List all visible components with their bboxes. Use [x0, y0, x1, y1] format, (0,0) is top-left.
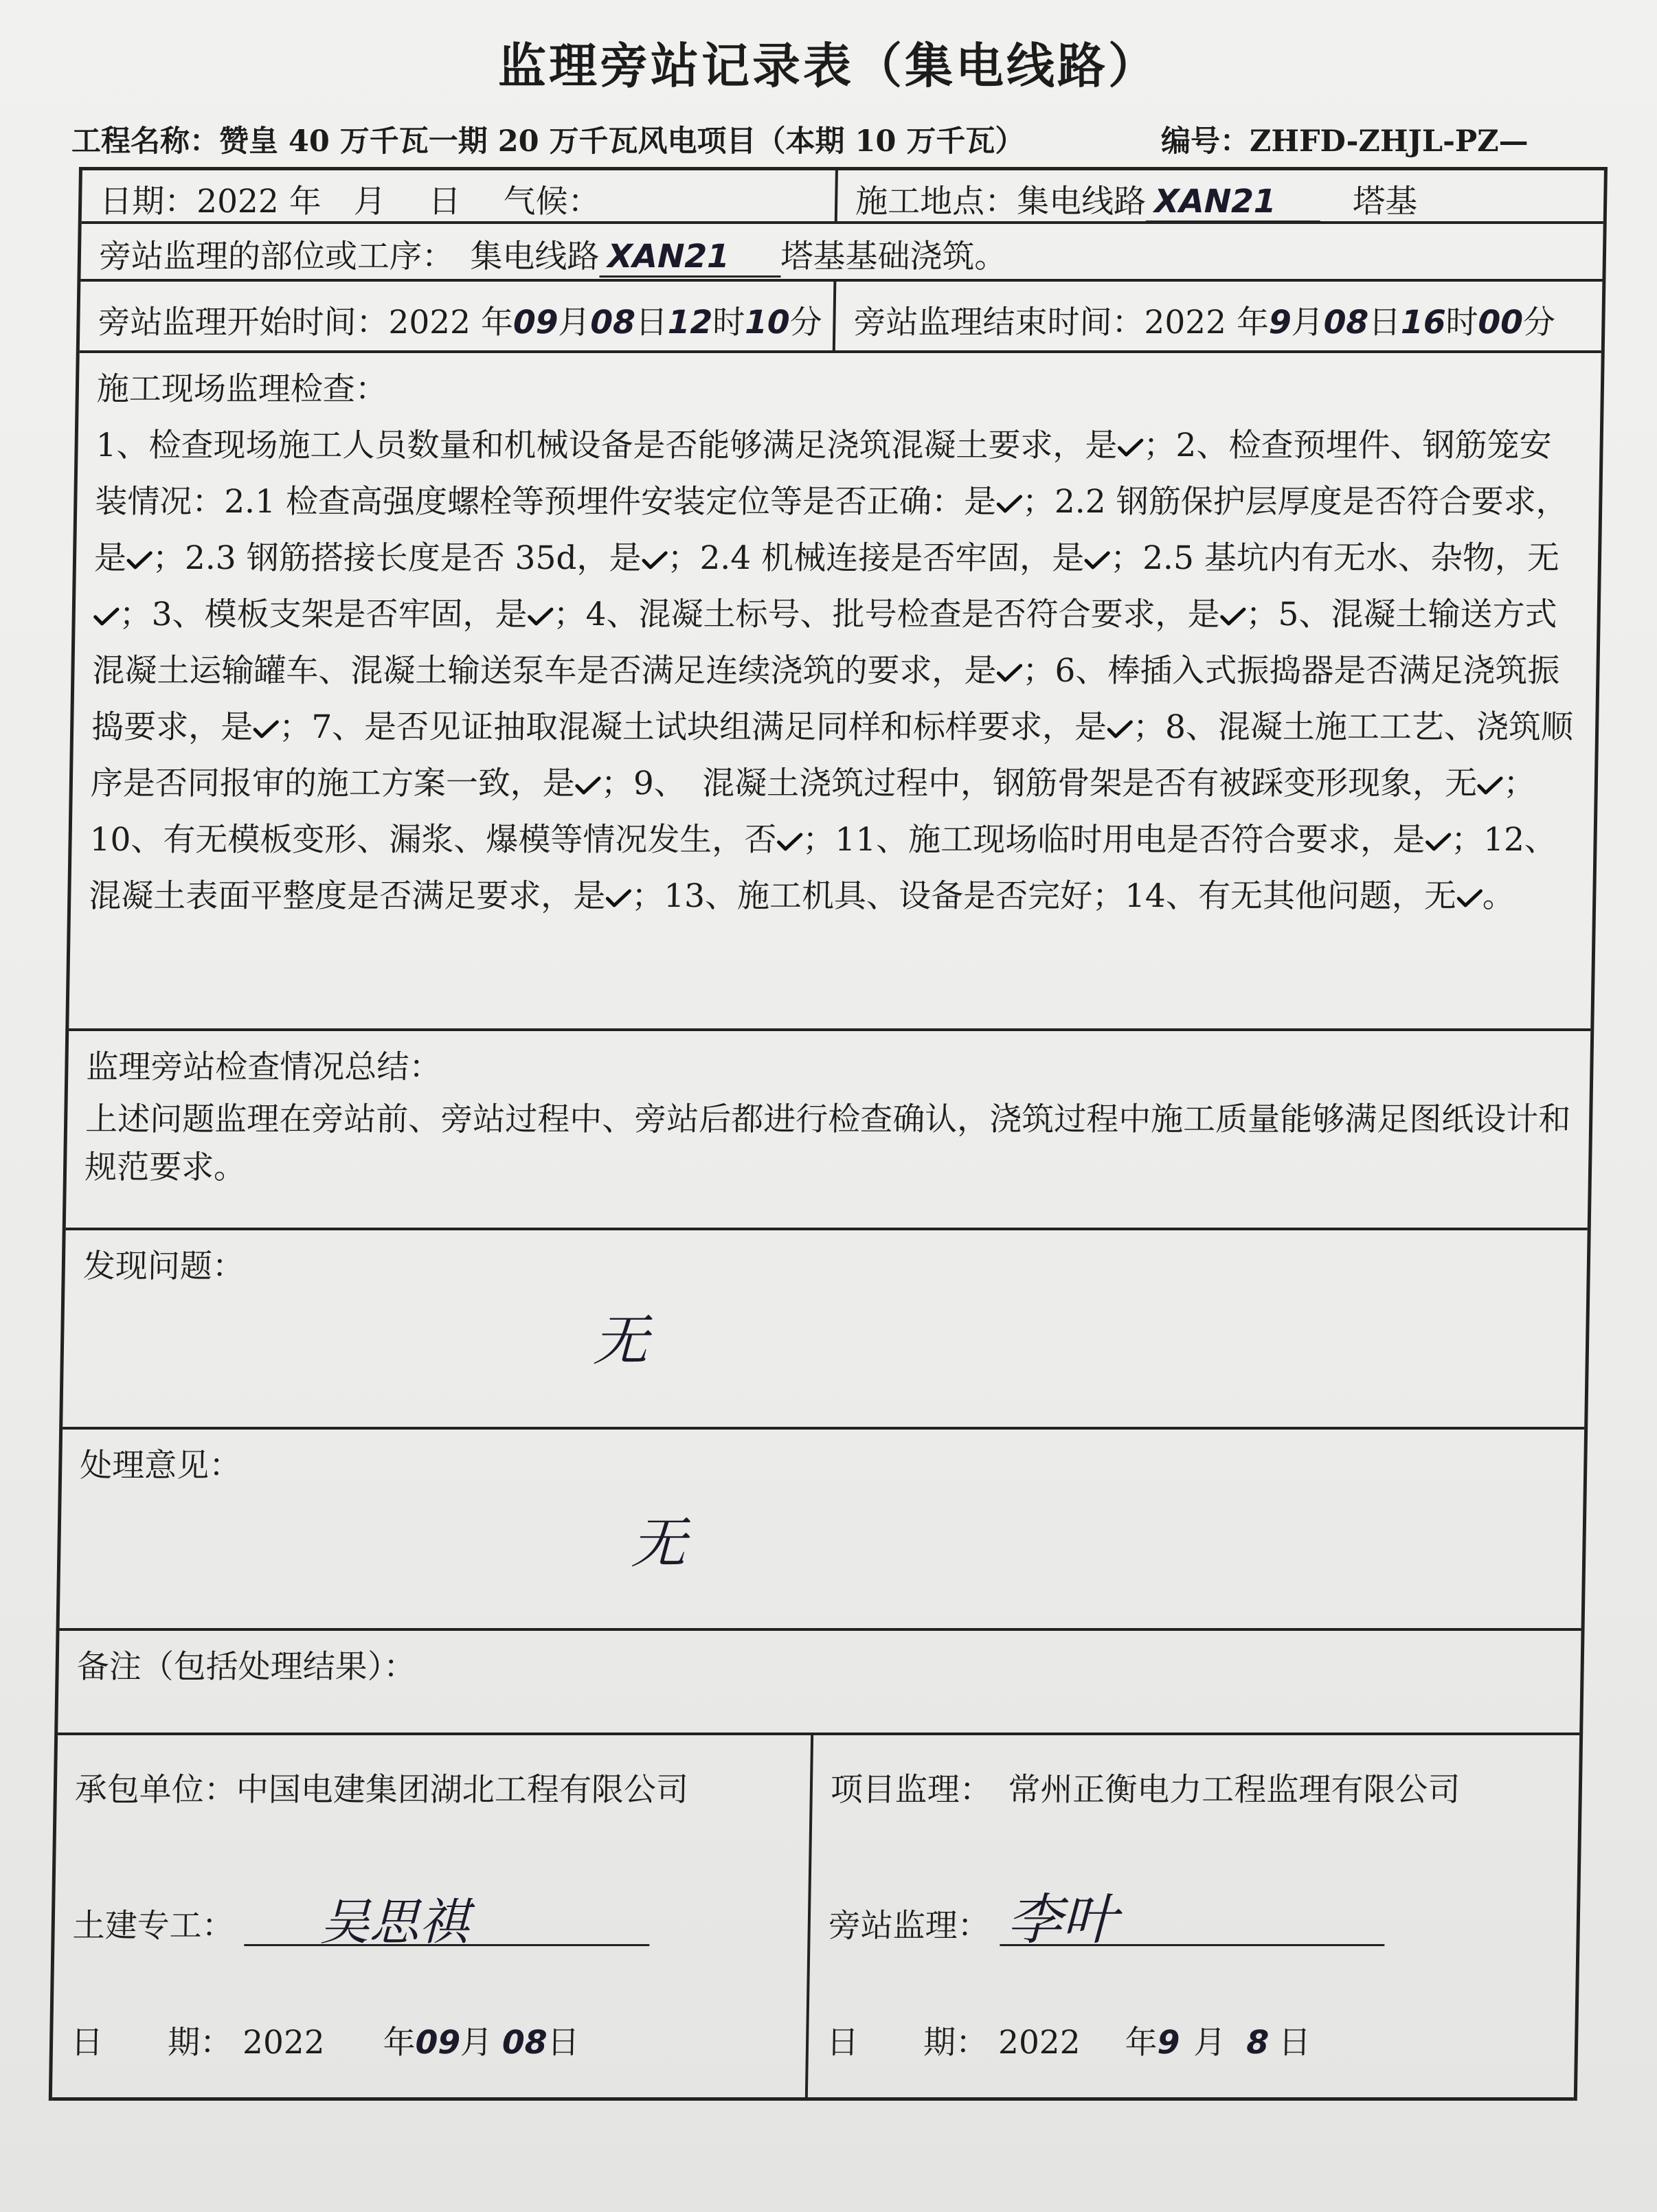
form-title: 监理旁站记录表（集电线路） [498, 37, 1159, 94]
left-date-month-unit: 月 [460, 2024, 493, 2062]
engineer-label: 土建专工： [72, 1907, 235, 1945]
handling-section [60, 1430, 1585, 1631]
inspection-segment: ；5、混凝土输送方式混凝土运输罐车、混凝土输送泵车是否满足连续浇筑的要求，是 [92, 596, 1557, 690]
site-suffix: 塔基 [1352, 183, 1418, 221]
checkmark-icon [126, 550, 153, 571]
checkmark-icon [1456, 888, 1483, 909]
supervisor-company-label: 项目监理： 常州正衡电力工程监理有限公司 [830, 1771, 1461, 1809]
checkmark-icon [776, 832, 802, 853]
checkmark-icon [1219, 607, 1245, 627]
left-date-year: 2022 [242, 2024, 326, 2062]
inspection-segment: 1、检查现场施工人员数量和机械设备是否能够满足浇筑混凝土要求，是 [95, 427, 1118, 464]
inspection-segment: ；8、混凝土施工工艺、浇筑顺序是否同报审的施工方案一致，是 [90, 708, 1574, 802]
right-date-year: 2022 [997, 2024, 1081, 2062]
contractor-label: 承包单位：中国电建集团湖北工程有限公司 [74, 1771, 689, 1809]
inspection-segment: ；9、 混凝土浇筑过程中，钢筋骨架是否有被踩变形现象，无 [600, 765, 1478, 802]
inspection-segment: ；4、混凝土标号、批号检查是否符合要求，是 [553, 596, 1221, 633]
left-date-month: 09 [415, 2024, 461, 2062]
end-day-unit: 日 [1368, 304, 1401, 341]
supervisor-label: 旁站监理： [828, 1907, 991, 1945]
checkmark-icon [996, 663, 1022, 684]
start-day: 08 [589, 304, 636, 341]
right-date-year-unit: 年 [1125, 2024, 1158, 2062]
code-line [1161, 118, 1529, 160]
start-minute-unit: 分 [789, 304, 823, 341]
project-name: 赞皇 40 万千瓦一期 20 万千瓦风电项目（本期 10 万千瓦） [219, 124, 1025, 159]
checkmark-icon [1117, 438, 1143, 458]
end-hour-unit: 时 [1445, 304, 1478, 341]
supervisor-column [808, 1735, 1579, 2097]
right-date-day-unit: 日 [1278, 2024, 1311, 2062]
checkmark-icon [253, 719, 279, 740]
inspection-segment: ；10、有无模板变形、漏浆、爆模等情况发生，否 [89, 765, 1536, 859]
end-minute: 00 [1478, 304, 1524, 341]
start-month: 09 [512, 304, 559, 341]
left-date-day-unit: 日 [547, 2024, 580, 2062]
issues-section [63, 1230, 1588, 1430]
contractor-column [52, 1735, 813, 2097]
right-date-month-unit: 月 [1193, 2024, 1226, 2062]
checkmark-icon [605, 888, 631, 909]
inspection-segment: ；2.5 基坑内有无水、杂物，无 [1109, 539, 1560, 577]
date-weather-label: 日期：2022 年 月 日 气候： [99, 183, 601, 221]
part-label: 旁站监理的部位或工序： [98, 238, 438, 275]
inspection-segment: ；2.3 钢筋搭接长度是否 35d，是 [152, 539, 642, 577]
handling-label: 处理意见： [79, 1447, 242, 1485]
inspection-segment: ；11、施工现场临时用电是否符合要求，是 [802, 821, 1425, 859]
code-value: ZHFD-ZHJL-PZ— [1250, 124, 1529, 159]
project-line [71, 118, 1024, 160]
checkmark-icon [1107, 719, 1133, 740]
right-date-label: 日 期： [826, 2024, 989, 2062]
start-month-unit: 月 [557, 304, 591, 341]
engineer-signature: 吴思祺 [319, 1893, 469, 1951]
engineer-signature-line [244, 1893, 650, 1951]
checkmark-icon [1425, 832, 1451, 853]
inspection-segment: ；2.4 机械连接是否牢固，是 [667, 539, 1085, 577]
start-day-unit: 日 [635, 304, 668, 341]
left-date-day: 08 [501, 2024, 548, 2062]
site-handwritten: XAN21 [1146, 183, 1321, 223]
left-date-label: 日 期： [70, 2024, 233, 2062]
inspection-segment: ；2、检查预埋件、钢筋笼安装情况：2.1 检查高强度螺栓等预埋件安装定位等是否正确：是 [94, 427, 1552, 521]
inspection-text [89, 427, 1574, 915]
engineer-row [72, 1893, 650, 1951]
supervisor-row [828, 1888, 1385, 1952]
start-hour: 12 [667, 304, 713, 341]
inspection-section [69, 353, 1601, 1031]
part-handwritten: XAN21 [599, 238, 781, 278]
left-date-row [71, 2017, 580, 2063]
supervisor-signature: 李叶 [1006, 1888, 1118, 1952]
site-cell [837, 170, 1604, 221]
checkmark-icon [996, 494, 1022, 515]
start-hour-unit: 时 [712, 304, 745, 341]
summary-label: 监理旁站检查情况总结： [85, 1048, 442, 1086]
end-hour: 16 [1400, 304, 1446, 341]
remarks-section [58, 1631, 1581, 1735]
summary-section [66, 1031, 1591, 1230]
end-month-unit: 月 [1291, 304, 1325, 341]
signature-section [52, 1735, 1579, 2101]
start-time-cell [80, 282, 837, 350]
issues-label: 发现问题： [82, 1248, 245, 1285]
code-label: 编号： [1161, 124, 1250, 159]
supervisor-signature-line [1000, 1888, 1385, 1952]
right-date-row [826, 2017, 1311, 2063]
end-minute-unit: 分 [1522, 304, 1556, 341]
start-minute: 10 [744, 304, 791, 341]
summary-text: 上述问题监理在旁站前、旁站过程中、旁站后都进行检查确认，浇筑过程中施工质量能够满足图纸设计和规范要求。 [84, 1101, 1571, 1186]
end-month: 9 [1268, 304, 1292, 341]
handling-handwritten: 无 [630, 1511, 687, 1575]
inspection-label: 施工现场监理检查： [96, 370, 388, 408]
checkmark-icon [527, 607, 553, 627]
inspection-segment: ；6、棒插入式振捣器是否满足浇筑振捣要求，是 [91, 652, 1560, 746]
inspection-segment: ；2.2 钢筋保护层厚度是否符合要求，是 [93, 483, 1569, 577]
part-prefix: 集电线路 [470, 238, 600, 275]
start-time-label: 旁站监理开始时间：2022 年 [98, 304, 514, 341]
inspection-segment: ；13、施工机具、设备是否完好；14、有无其他问题，无 [631, 877, 1457, 915]
remarks-label: 备注（包括处理结果）： [76, 1648, 416, 1686]
part-process-row [80, 224, 1603, 282]
checkmark-icon [575, 776, 601, 796]
right-date-day: 8 [1245, 2024, 1270, 2062]
issues-handwritten: 无 [592, 1309, 649, 1373]
inspection-segment: ；7、是否见证抽取混凝土试块组满足同样和标样要求，是 [278, 708, 1107, 746]
project-label: 工程名称： [71, 124, 219, 159]
part-suffix: 塔基基础浇筑。 [780, 238, 1007, 275]
checkmark-icon [93, 607, 119, 627]
date-site-row [82, 170, 1604, 224]
record-form-table [49, 167, 1608, 2101]
checkmark-icon [1084, 550, 1110, 571]
inspection-segment: ；3、模板支架是否牢固，是 [119, 596, 528, 633]
left-date-year-unit: 年 [383, 2024, 416, 2062]
inspection-segment: 。 [1482, 877, 1515, 915]
checkmark-icon [1477, 776, 1503, 796]
end-time-label: 旁站监理结束时间：2022 年 [853, 304, 1270, 341]
date-weather-cell [82, 170, 838, 221]
site-label: 施工地点：集电线路 [855, 183, 1147, 221]
inspection-segment: ；12、混凝土表面平整度是否满足要求，是 [88, 821, 1557, 915]
end-time-cell [835, 282, 1603, 350]
time-row [80, 282, 1603, 353]
checkmark-icon [641, 550, 667, 571]
end-day: 08 [1323, 304, 1369, 341]
right-date-month: 9 [1157, 2024, 1180, 2062]
